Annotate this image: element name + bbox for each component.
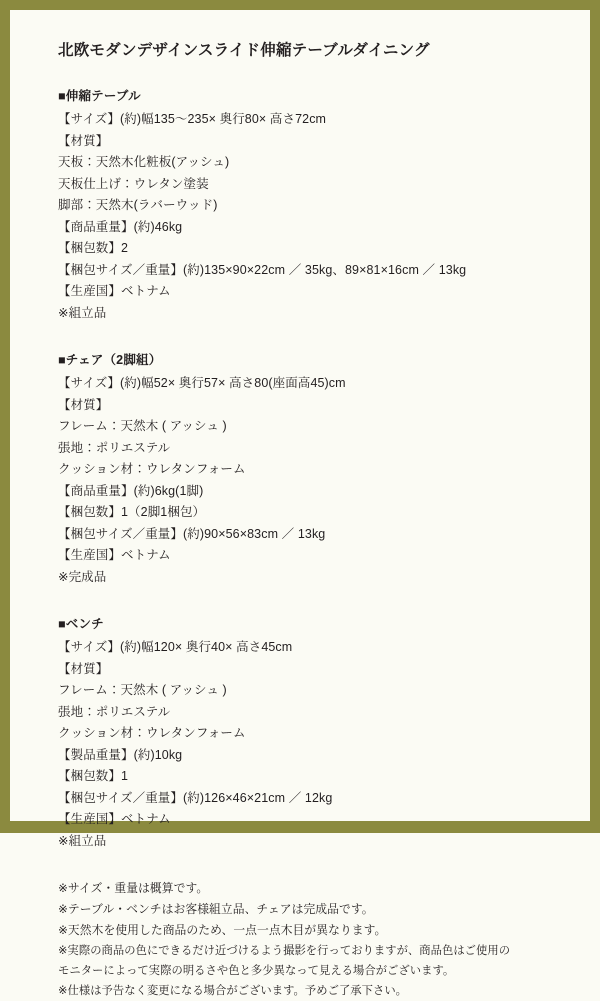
spec-line: 【サイズ】(約)幅120× 奥行40× 高さ45cm — [58, 640, 293, 654]
spec-line: 張地：ポリエステル — [58, 704, 171, 719]
footnote: ※天然木を使用した商品のため、一点一点木目が異なります。 — [58, 922, 387, 937]
frame-border-left — [0, 0, 10, 833]
spec-line: 【生産国】ベトナム — [58, 812, 171, 826]
spec-line: 【材質】 — [58, 397, 109, 412]
footnotes — [58, 878, 556, 1001]
spec-line: 【サイズ】(約)幅52× 奥行57× 高さ80(座面高45)cm — [58, 376, 346, 390]
section-bench — [58, 614, 556, 852]
spec-line: 【梱包数】1（2脚1梱包） — [58, 505, 206, 519]
spec-line: 【梱包数】1 — [58, 769, 129, 783]
footnote: ※仕様は予告なく変更になる場合がございます。予めご了承下さい。 — [58, 985, 408, 998]
footnote: モニターによって実際の明るさや色と多少異なって見える場合がございます。 — [58, 965, 455, 978]
spec-line: ※組立品 — [58, 305, 107, 320]
spec-line: クッション材：ウレタンフォーム — [58, 726, 246, 740]
spec-line: 脚部：天然木(ラバーウッド) — [58, 198, 218, 212]
spec-line: 【梱包サイズ／重量】(約)126×46×21cm ／ 12kg — [58, 790, 333, 805]
section-heading: ■チェア（2脚組） — [58, 353, 162, 367]
footnote: ※実際の商品の色にできるだけ近づけるよう撮影を行っておりますが、商品色はご使用の — [58, 944, 511, 957]
spec-line: 【商品重量】(約)46kg — [58, 219, 183, 234]
section-heading: ■伸縮テーブル — [58, 89, 141, 103]
footnote: ※テーブル・ベンチはお客様組立品、チェアは完成品です。 — [58, 901, 374, 916]
spec-line: 【梱包サイズ／重量】(約)90×56×83cm ／ 13kg — [58, 526, 326, 541]
spec-line: 【サイズ】(約)幅135〜235× 奥行80× 高さ72cm — [58, 112, 327, 126]
spec-line: 天板仕上げ：ウレタン塗装 — [58, 176, 209, 191]
spec-line: 【生産国】ベトナム — [58, 548, 171, 562]
spec-line: フレーム：天然木 ( アッシュ ) — [58, 683, 227, 697]
section-extension-table — [58, 86, 556, 324]
frame-border-right — [590, 0, 600, 833]
spec-line: 【生産国】ベトナム — [58, 284, 171, 298]
spec-line: 【商品重量】(約)6kg(1脚) — [58, 483, 204, 498]
spec-line: 張地：ポリエステル — [58, 440, 171, 455]
spec-line: ※完成品 — [58, 569, 107, 584]
content-area — [10, 10, 590, 998]
section-heading: ■ベンチ — [58, 617, 104, 631]
page-title: 北欧モダンデザインスライド伸縮テーブルダイニング — [58, 42, 430, 59]
spec-line: フレーム：天然木 ( アッシュ ) — [58, 419, 227, 433]
spec-line: クッション材：ウレタンフォーム — [58, 462, 246, 476]
spec-line: 【材質】 — [58, 133, 109, 148]
spec-line: ※組立品 — [58, 833, 107, 848]
spec-line: 【材質】 — [58, 661, 109, 676]
spec-line: 【梱包サイズ／重量】(約)135×90×22cm ／ 35kg、89×81×16cm ／ 13kg — [58, 262, 467, 277]
spec-line: 【製品重量】(約)10kg — [58, 747, 183, 762]
spec-line: 【梱包数】2 — [58, 241, 129, 255]
section-chair — [58, 350, 556, 588]
footnote: ※サイズ・重量は概算です。 — [58, 881, 209, 895]
frame-border-top — [0, 0, 600, 10]
spec-line: 天板：天然木化粧板(アッシュ) — [58, 155, 230, 169]
